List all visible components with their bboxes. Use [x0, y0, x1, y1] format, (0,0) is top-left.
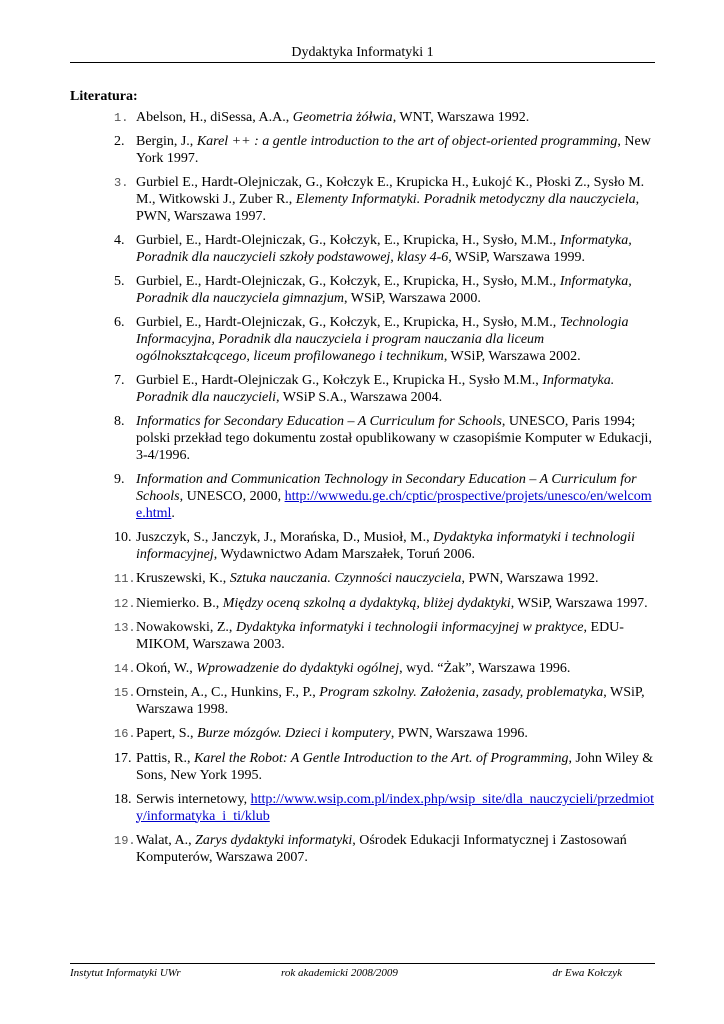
reference-text-segment: Nowakowski, Z.,	[136, 619, 236, 635]
footer-academic-year: rok akademicki 2008/2009	[281, 967, 398, 979]
reference-list	[70, 110, 655, 874]
reference-text-segment: , UNESCO, 2000,	[179, 489, 285, 505]
reference-text-segment: Bergin, J.,	[136, 134, 197, 150]
reference-number	[70, 571, 136, 588]
reference-text-segment: Ornstein, A., C., Hunkins, F., P.,	[136, 685, 320, 701]
reference-item	[70, 620, 655, 654]
reference-text-segment: , WSiP, Warszawa 1997.	[510, 595, 648, 611]
reference-number-label: 11.	[114, 572, 136, 587]
reference-link[interactable]: http://www.wsip.com.pl/index.php/wsip_site/dla_nauczycieli/przedmioty/informatyka_i_ti/klub	[136, 791, 655, 824]
reference-title: Informatyka, Poradnik dla nauczyciela gimnazjum	[136, 274, 632, 307]
reference-text-segment: , Wydawnictwo Adam Marszałek, Toruń 2006.	[213, 547, 476, 563]
reference-text-segment: Okoń, W.,	[136, 661, 197, 677]
reference-number	[70, 792, 136, 826]
reference-number	[70, 661, 136, 678]
header-divider	[70, 62, 655, 63]
reference-text-segment: , UNESCO, Paris 1994; polski przekład tego dokumentu został opublikowany w czasopiśmie Komputer w Edukacji, 3-4/1996.	[136, 414, 652, 464]
reference-item	[70, 175, 655, 225]
reference-item	[70, 472, 655, 522]
reference-text	[136, 726, 655, 743]
reference-item	[70, 726, 655, 743]
reference-number-label: 7.	[114, 373, 125, 389]
reference-text-segment: , John Wiley & Sons, New York 1995.	[136, 750, 654, 783]
reference-text	[136, 110, 655, 127]
reference-text-segment: , Ośrodek Edukacji Informatycznej i Zastosowań Komputerów, Warszawa 2007.	[136, 832, 627, 865]
reference-link[interactable]: http://wwwedu.ge.ch/cptic/prospective/projets/unesco/en/welcome.html	[136, 489, 652, 521]
reference-number-label: 18.	[114, 791, 132, 807]
reference-text	[136, 685, 655, 719]
reference-text-segment: , WNT, Warszawa 1992.	[392, 110, 530, 125]
reference-text-segment: Papert, S.,	[136, 726, 198, 742]
reference-title: Dydaktyka informatyki i technologii informacyjnej w praktyce	[235, 619, 584, 635]
reference-title: Zarys dydaktyki informatyki	[195, 832, 353, 848]
reference-item	[70, 596, 655, 613]
reference-number-label: 4.	[114, 233, 125, 249]
reference-title: Karel the Robot: A Gentle Introduction to the Art. of Programming	[193, 750, 569, 766]
reference-text	[136, 134, 655, 168]
reference-text-segment: Gurbiel E., Hardt-Olejniczak, G., Kołczyk E., Krupicka H., Łukojć K., Płoski Z., Sysło M. M., Witkowski J., Zuber R.,	[136, 175, 645, 208]
reference-title: Information and Communication Technology in Secondary Education – A Curriculum for Schools	[136, 472, 637, 505]
reference-number-label: 17.	[114, 750, 132, 766]
reference-title: Program szkolny. Założenia, zasady, problematyka	[319, 685, 604, 701]
reference-text	[136, 833, 655, 867]
reference-text-segment: Juszczyk, S., Janczyk, J., Morańska, D., Musioł, M.,	[136, 530, 434, 546]
reference-number-label: 1.	[114, 111, 129, 125]
reference-number	[70, 315, 136, 365]
reference-text-segment: Gurbiel, E., Hardt-Olejniczak, G., Kołczyk, E., Krupicka, H., Sysło, M.M.,	[136, 233, 560, 249]
reference-title: Karel ++ : a gentle introduction to the art of object-oriented programming	[196, 134, 618, 150]
reference-item	[70, 751, 655, 785]
reference-text-segment: , WSiP, Warszawa 1999.	[448, 250, 586, 266]
reference-text	[136, 315, 655, 365]
reference-text-segment: , PWN, Warszawa 1992.	[461, 571, 599, 587]
reference-number-label: 14.	[114, 662, 136, 677]
reference-title: Informatics for Secondary Education – A Curriculum for Schools	[136, 414, 502, 430]
reference-title: Burze mózgów. Dzieci i komputery	[197, 726, 391, 742]
reference-title: Między oceną szkolną a dydaktyką, bliżej dydaktyki	[222, 595, 511, 611]
reference-number-label: 5.	[114, 274, 125, 290]
reference-number	[70, 373, 136, 407]
reference-number	[70, 833, 136, 867]
reference-number	[70, 274, 136, 308]
reference-text-segment: .	[171, 505, 175, 521]
reference-item	[70, 315, 655, 365]
reference-item	[70, 233, 655, 267]
reference-text	[136, 530, 655, 564]
reference-text-segment: Pattis, R.,	[136, 750, 194, 766]
reference-number	[70, 726, 136, 743]
reference-text-segment: Gurbiel, E., Hardt-Olejniczak, G., Kołczyk, E., Krupicka, H., Sysło, M.M.,	[136, 274, 560, 290]
reference-number	[70, 685, 136, 719]
reference-number-label: 6.	[114, 315, 125, 331]
reference-text	[136, 472, 655, 522]
reference-item	[70, 110, 655, 127]
reference-number-label: 16.	[114, 727, 136, 742]
reference-number-label: 15.	[114, 686, 136, 701]
reference-text-segment: , WSiP, Warszawa 2002.	[443, 349, 581, 365]
reference-number	[70, 134, 136, 168]
footer-institute: Instytut Informatyki UWr	[70, 967, 181, 979]
reference-text	[136, 233, 655, 267]
reference-text-segment: Serwis internetowy,	[136, 791, 251, 807]
reference-text	[136, 274, 655, 308]
reference-text-segment: Niemierko. B.,	[136, 595, 223, 611]
reference-number-label: 19.	[114, 833, 136, 848]
reference-item	[70, 571, 655, 588]
reference-number-label: 3.	[114, 176, 129, 191]
reference-text-segment: , PWN, Warszawa 1997.	[136, 192, 640, 224]
reference-text	[136, 414, 655, 464]
reference-text-segment: , wyd. “Żak”, Warszawa 1996.	[399, 661, 571, 677]
reference-text	[136, 175, 655, 225]
reference-text-segment: Kruszewski, K.,	[136, 571, 230, 587]
reference-text-segment: WSiP S.A., Warszawa 2004.	[279, 390, 443, 406]
reference-title: Sztuka nauczania. Czynności nauczyciela	[229, 571, 462, 587]
reference-item	[70, 661, 655, 678]
reference-text	[136, 661, 655, 678]
reference-title: Technologia Informacyjna, Poradnik dla nauczyciela i program nauczania dla liceum ogólnokształcącego, liceum profilowanego i technikum	[136, 315, 629, 365]
reference-number-label: 13.	[114, 620, 136, 635]
reference-number	[70, 530, 136, 564]
reference-text-segment: Gurbiel E., Hardt-Olejniczak G., Kołczyk E., Krupicka H., Sysło M.M.,	[136, 373, 543, 389]
reference-item	[70, 373, 655, 407]
reference-text	[136, 596, 655, 613]
section-title: Literatura:	[70, 89, 138, 104]
reference-number	[70, 414, 136, 464]
reference-number	[70, 620, 136, 654]
reference-item	[70, 530, 655, 564]
reference-item	[70, 792, 655, 826]
reference-title: Informatyka, Poradnik dla nauczycieli szkoły podstawowej, klasy 4-6	[136, 233, 632, 266]
reference-item	[70, 833, 655, 867]
reference-item	[70, 685, 655, 719]
reference-text-segment: Walat, A.,	[136, 832, 196, 848]
footer-author: dr Ewa Kołczyk	[552, 967, 622, 979]
reference-item	[70, 274, 655, 308]
reference-number-label: 9.	[114, 472, 125, 488]
reference-text-segment: Gurbiel, E., Hardt-Olejniczak, G., Kołczyk, E., Krupicka, H., Sysło, M.M.,	[136, 315, 560, 331]
footer-divider	[70, 963, 655, 964]
reference-number	[70, 110, 136, 127]
reference-number	[70, 175, 136, 225]
reference-number-label: 2.	[114, 134, 125, 150]
reference-text-segment: , New York 1997.	[136, 134, 651, 167]
reference-number-label: 12.	[114, 596, 136, 611]
reference-number	[70, 472, 136, 522]
reference-title: Elementy Informatyki. Poradnik metodyczny dla nauczyciela	[295, 192, 636, 208]
reference-text	[136, 373, 655, 407]
reference-text-segment: , PWN, Warszawa 1996.	[390, 726, 528, 742]
reference-text	[136, 620, 655, 654]
reference-text	[136, 571, 655, 588]
reference-text	[136, 751, 655, 785]
reference-text	[136, 792, 655, 826]
reference-item	[70, 414, 655, 464]
reference-title: Dydaktyka informatyki i technologii informacyjnej	[136, 530, 635, 563]
reference-text-segment: , EDU-MIKOM, Warszawa 2003.	[136, 619, 624, 652]
reference-title: Geometria żółwia	[292, 110, 393, 125]
reference-item	[70, 134, 655, 168]
reference-number	[70, 751, 136, 785]
reference-text-segment: , WSiP, Warszawa 1998.	[136, 685, 645, 718]
reference-number	[70, 596, 136, 613]
reference-title: Informatyka. Poradnik dla nauczycieli,	[136, 373, 615, 406]
page-header-title: Dydaktyka Informatyki 1	[291, 45, 434, 60]
reference-number	[70, 233, 136, 267]
reference-number-label: 8.	[114, 414, 125, 430]
reference-text-segment: , WSiP, Warszawa 2000.	[344, 291, 481, 307]
reference-number-label: 10.	[114, 530, 132, 546]
reference-title: Wprowadzenie do dydaktyki ogólnej	[196, 661, 400, 677]
reference-text-segment: Abelson, H., diSessa, A.A.,	[136, 110, 293, 125]
